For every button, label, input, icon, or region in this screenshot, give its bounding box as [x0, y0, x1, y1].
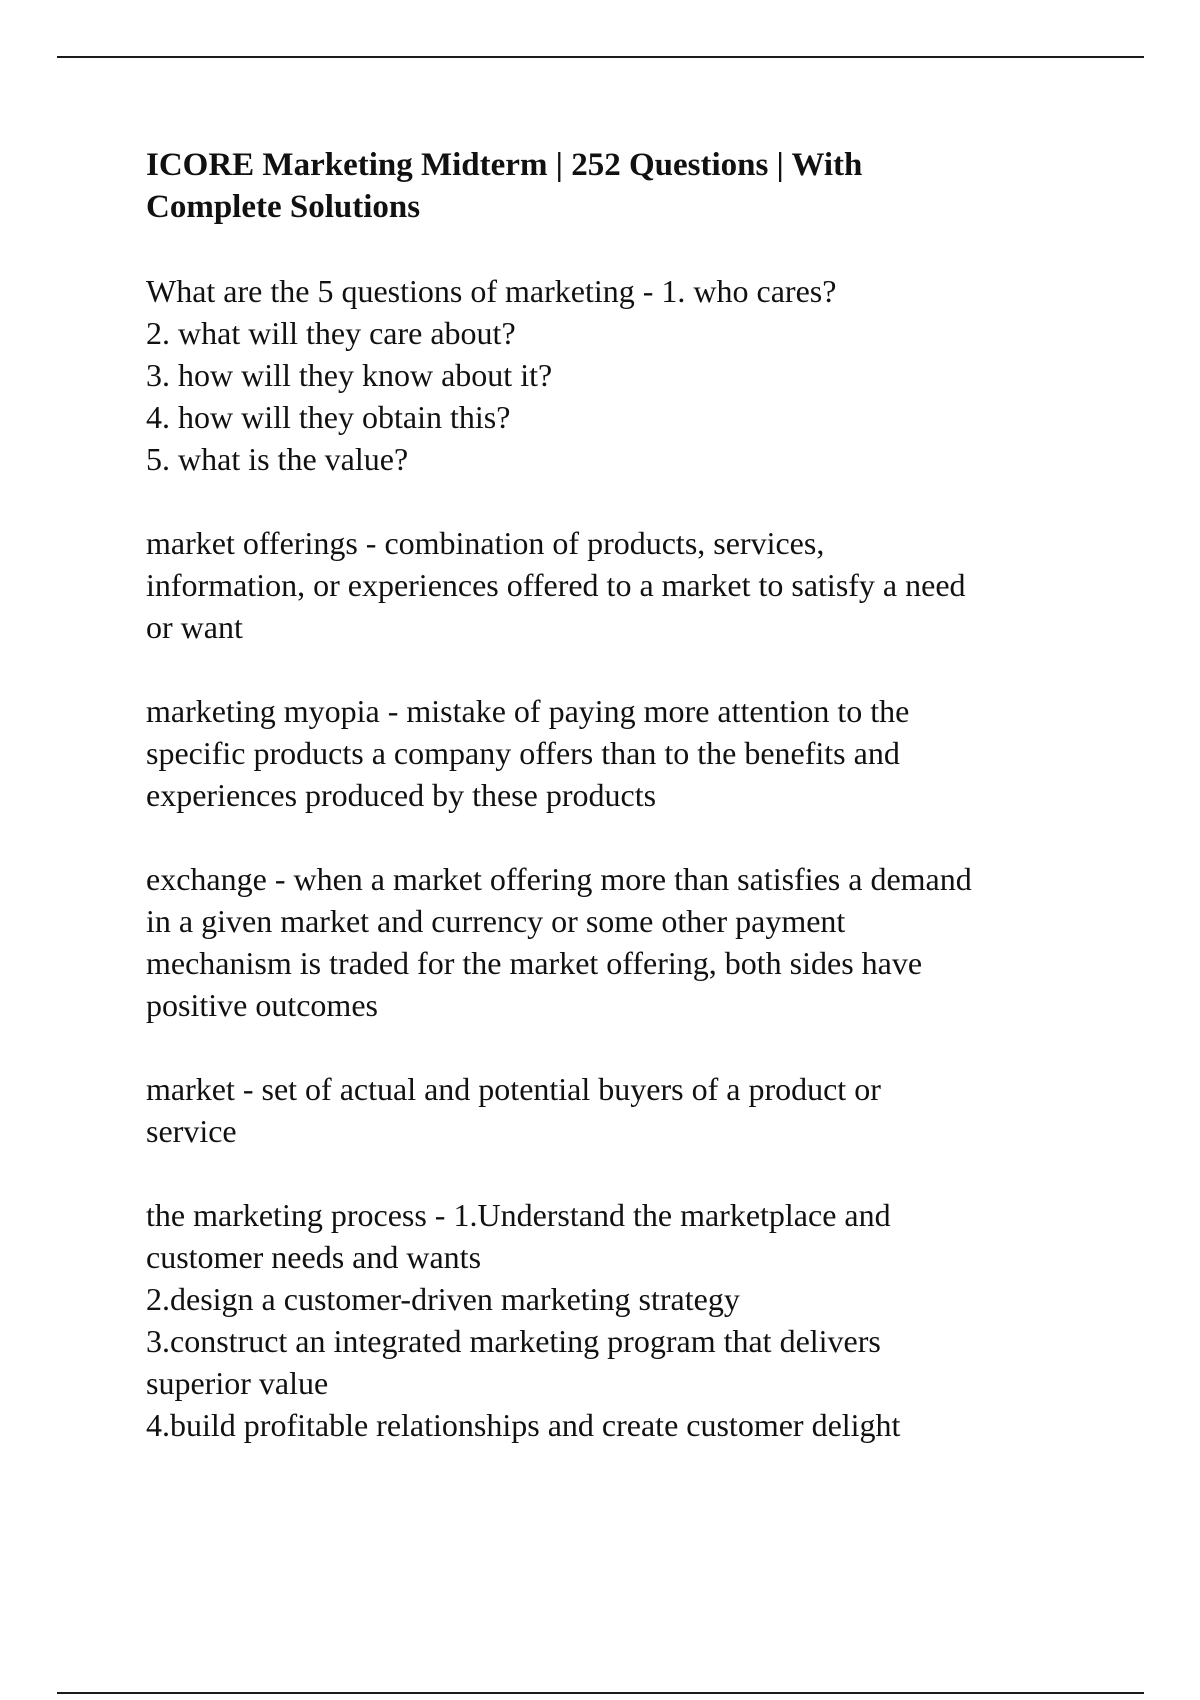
entry-line: 2. what will they care about? — [146, 315, 516, 351]
qa-entry-marketing-questions — [146, 270, 1106, 480]
bottom-divider — [57, 1692, 1144, 1694]
entry-line: 3. how will they know about it? — [146, 357, 553, 393]
document-title — [146, 144, 1106, 228]
qa-entry-exchange — [146, 858, 1106, 1026]
entry-line: information, or experiences offered to a market to satisfy a need — [146, 567, 966, 603]
qa-entry-marketing-process — [146, 1194, 1106, 1446]
entry-line: the marketing process - 1.Understand the marketplace and — [146, 1197, 891, 1233]
title-line: ICORE Marketing Midterm | 252 Questions | With — [146, 147, 863, 183]
entry-line: 4.build profitable relationships and create customer delight — [146, 1407, 901, 1443]
entry-line: specific products a company offers than to the benefits and — [146, 735, 900, 771]
entry-line: service — [146, 1113, 237, 1149]
entry-line: 3.construct an integrated marketing program that delivers — [146, 1323, 881, 1359]
document-body — [146, 144, 1106, 1488]
title-line: Complete Solutions — [146, 189, 421, 225]
entry-line: mechanism is traded for the market offering, both sides have — [146, 945, 923, 981]
entry-line: customer needs and wants — [146, 1239, 482, 1275]
entry-line: market - set of actual and potential buyers of a product or — [146, 1071, 881, 1107]
entry-line: 4. how will they obtain this? — [146, 399, 511, 435]
qa-entry-market — [146, 1068, 1106, 1152]
entry-line: or want — [146, 609, 243, 645]
entry-line: market offerings - combination of products, services, — [146, 525, 825, 561]
entry-line: marketing myopia - mistake of paying more attention to the — [146, 693, 910, 729]
entry-line: superior value — [146, 1365, 329, 1401]
entry-line: experiences produced by these products — [146, 777, 657, 813]
entry-line: 2.design a customer-driven marketing strategy — [146, 1281, 740, 1317]
entry-line: exchange - when a market offering more than satisfies a demand — [146, 861, 972, 897]
top-divider — [57, 56, 1144, 58]
entry-line: What are the 5 questions of marketing - 1. who cares? — [146, 273, 837, 309]
entry-line: in a given market and currency or some other payment — [146, 903, 846, 939]
entry-line: positive outcomes — [146, 987, 378, 1023]
qa-entry-marketing-myopia — [146, 690, 1106, 816]
entry-line: 5. what is the value? — [146, 441, 409, 477]
qa-entry-market-offerings — [146, 522, 1106, 648]
